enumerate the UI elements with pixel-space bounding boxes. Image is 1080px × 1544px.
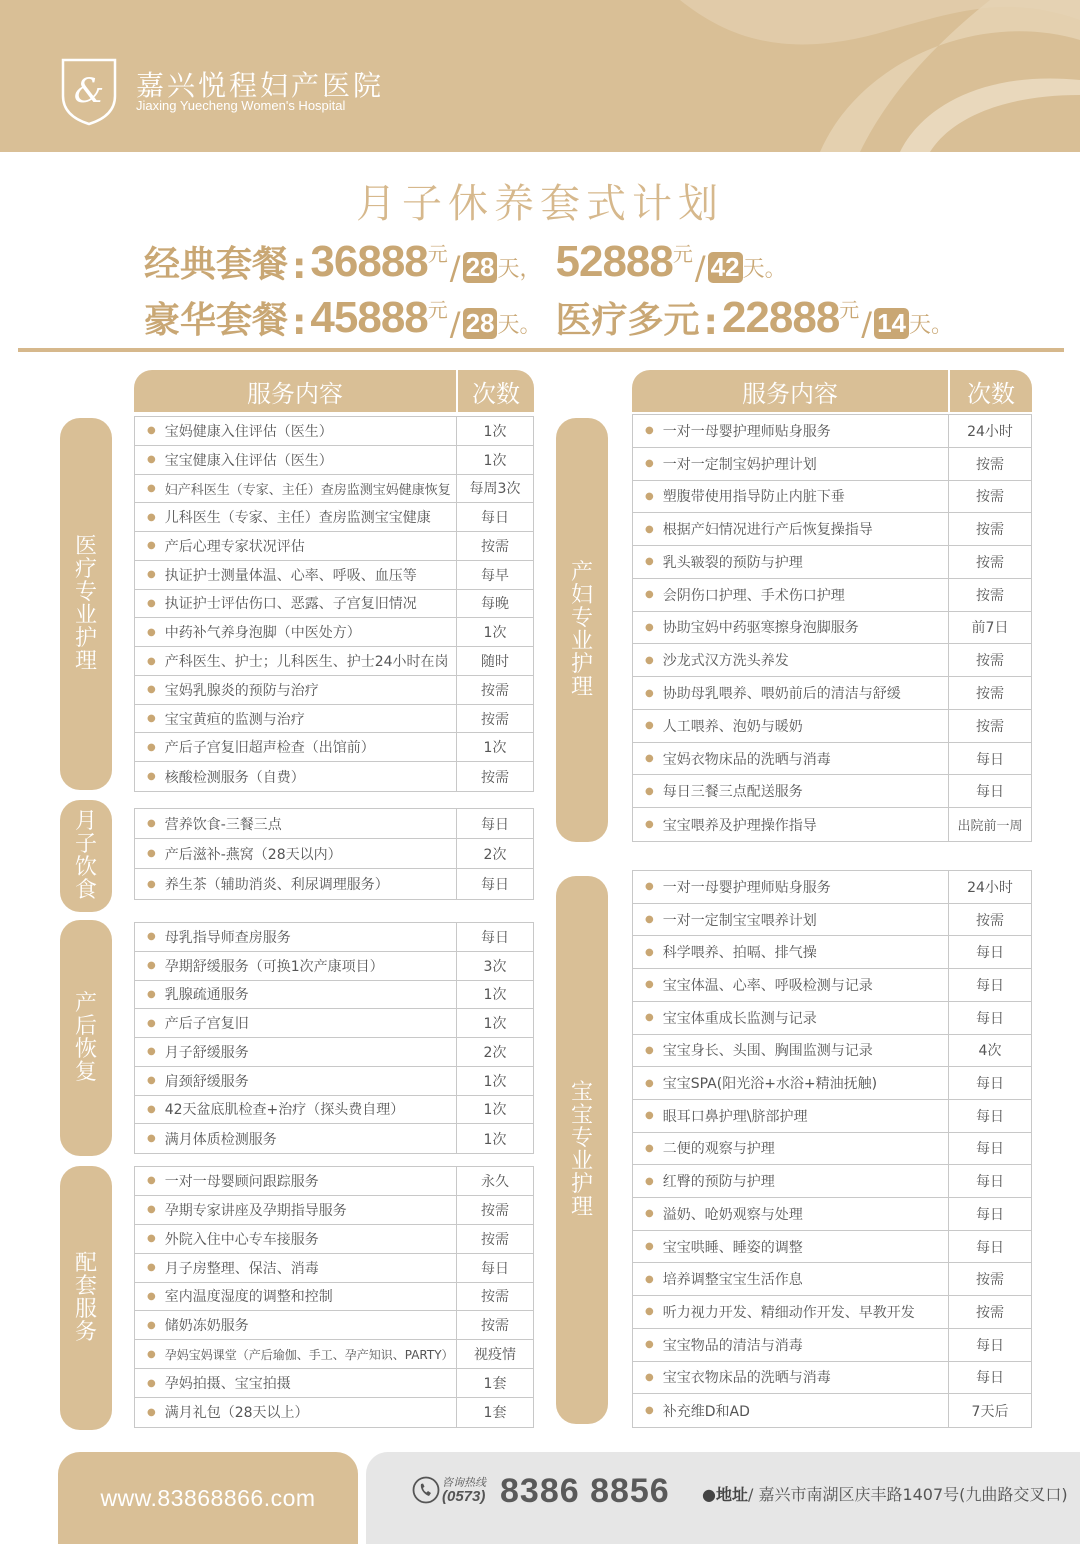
service-count: 按需 (481, 1289, 509, 1306)
table-row (633, 904, 1031, 937)
service-count: 24小时 (967, 879, 1013, 896)
service-count: 7天后 (971, 1403, 1009, 1420)
service-item: ● 孕期舒缓服务（可换1次产康项目） (135, 952, 457, 980)
service-count: 每日 (976, 945, 1004, 962)
service-item: ● 外院入住中心专车接服务 (135, 1225, 457, 1253)
service-count: 1次 (483, 1073, 507, 1090)
price-row-1: 经典套餐 : 36888 元 / 28 天 ， 52888 元 / 42 天 。 (144, 237, 787, 287)
header-count: 次数 (472, 379, 520, 408)
table-medical (134, 416, 534, 792)
service-item: ● 一对一母婴护理师贴身服务 (633, 871, 949, 903)
service-count: 按需 (481, 711, 509, 728)
service-count: 每早 (481, 567, 509, 584)
table-row (633, 513, 1031, 546)
table-row (135, 1038, 533, 1067)
service-item: ● 每日三餐三点配送服务 (633, 775, 949, 807)
service-item: ● 月子房整理、保洁、消毒 (135, 1254, 457, 1282)
category-tab-medical: 医疗专业护理 (60, 418, 112, 790)
package-price: 36888 (310, 237, 428, 286)
table-row (135, 446, 533, 475)
table-row (633, 1002, 1031, 1035)
table-row (135, 618, 533, 647)
service-count: 出院前一周 (957, 819, 1023, 835)
table-row (135, 590, 533, 619)
service-item: ● 宝宝喂养及护理操作指导 (633, 808, 949, 841)
service-count: 每日 (481, 510, 509, 527)
service-count: 按需 (976, 489, 1004, 506)
table-row (135, 1340, 533, 1369)
table-row (633, 415, 1031, 448)
service-item: ● 塑腹带使用指导防止内脏下垂 (633, 481, 949, 513)
table-row (135, 705, 533, 734)
service-count: 前7日 (971, 620, 1009, 637)
table-row (135, 762, 533, 791)
service-count: 每日 (976, 784, 1004, 801)
table-baby-care (632, 870, 1032, 1428)
table-row (633, 743, 1031, 776)
table-row (135, 561, 533, 590)
service-count: 每日 (976, 1206, 1004, 1223)
table-row (633, 677, 1031, 710)
section-divider (18, 348, 1064, 352)
service-item: ● 营养饮食-三餐三点 (135, 809, 457, 838)
table-row (135, 647, 533, 676)
service-count: 每日 (976, 1337, 1004, 1354)
service-count: 永久 (481, 1173, 509, 1190)
service-count: 每日 (976, 977, 1004, 994)
service-item: ● 执证护士测量体温、心率、呼吸、血压等 (135, 561, 457, 589)
service-count: 1次 (483, 987, 507, 1004)
package-days: 28 (463, 308, 498, 339)
table-support (134, 1166, 534, 1428)
category-tab-diet: 月子饮食 (60, 800, 112, 912)
service-item: ● 眼耳口鼻护理\脐部护理 (633, 1100, 949, 1132)
service-item: ● 月子舒缓服务 (135, 1038, 457, 1066)
category-tab-mother-care: 产妇专业护理 (556, 418, 608, 842)
service-item: ● 一对一母婴顾问跟踪服务 (135, 1167, 457, 1195)
table-row (135, 1009, 533, 1038)
service-count: 每日 (976, 751, 1004, 768)
service-item: ● 听力视力开发、精细动作开发、早教开发 (633, 1296, 949, 1328)
service-item: ● 孕妈宝妈课堂（产后瑜伽、手工、孕产知识、PARTY） (135, 1340, 457, 1368)
table-row (135, 869, 533, 899)
service-count: 1套 (483, 1405, 507, 1422)
service-item: ● 执证护士评估伤口、恶露、子宫复旧情况 (135, 590, 457, 618)
table-row (633, 612, 1031, 645)
service-item: ● 红臀的预防与护理 (633, 1165, 949, 1197)
service-count: 1次 (483, 1102, 507, 1119)
service-count: 按需 (481, 1231, 509, 1248)
service-item: ● 产后子宫复旧 (135, 1009, 457, 1037)
service-count: 每日 (976, 1010, 1004, 1027)
table-row (633, 1329, 1031, 1362)
service-count: 按需 (976, 587, 1004, 604)
service-count: 按需 (976, 1272, 1004, 1289)
table-row (135, 503, 533, 532)
table-row (135, 1067, 533, 1096)
table-row (135, 676, 533, 705)
phone-icon (412, 1476, 440, 1504)
service-item: ● 产科医生、护士；儿科医生、护士24小时在岗 (135, 647, 457, 675)
service-item: ● 宝宝哄睡、睡姿的调整 (633, 1231, 949, 1263)
plan-title: 月子休养套式计划 (356, 181, 724, 227)
service-count: 2次 (483, 1044, 507, 1061)
service-count: 24小时 (967, 423, 1013, 440)
service-item: ● 宝妈衣物床品的洗晒与消毒 (633, 743, 949, 775)
service-item: ● 母乳指导师查房服务 (135, 923, 457, 951)
service-item: ● 协助母乳喂养、喂奶前后的清洁与舒缓 (633, 677, 949, 709)
service-item: ● 产后心理专家状况评估 (135, 532, 457, 560)
service-item: ● 42天盆底肌检查+治疗（探头费自理） (135, 1096, 457, 1124)
table-row (633, 775, 1031, 808)
service-item: ● 科学喂养、拍嗝、排气操 (633, 936, 949, 968)
package-price: 52888 (555, 237, 673, 286)
service-count: 按需 (976, 456, 1004, 473)
service-item: ● 满月体质检测服务 (135, 1124, 457, 1153)
table-row (633, 1133, 1031, 1166)
service-item: ● 室内温度湿度的调整和控制 (135, 1283, 457, 1311)
service-count: 1次 (483, 740, 507, 757)
service-count: 随时 (481, 654, 509, 670)
service-item: ● 补充维D和AD (633, 1394, 949, 1427)
table-mother-care (632, 414, 1032, 842)
service-count: 每日 (976, 1239, 1004, 1256)
service-item: ● 二便的观察与护理 (633, 1133, 949, 1165)
table-row (633, 1394, 1031, 1427)
table-row (135, 981, 533, 1010)
service-item: ● 宝宝体重成长监测与记录 (633, 1002, 949, 1034)
svg-text:&: & (73, 71, 105, 111)
package-name: 豪华套餐 (144, 300, 289, 341)
service-item: ● 宝宝身长、头围、胸围监测与记录 (633, 1035, 949, 1067)
service-item: ● 宝妈乳腺炎的预防与治疗 (135, 676, 457, 704)
service-item: ● 一对一定制宝妈护理计划 (633, 448, 949, 480)
service-item: ● 人工喂养、泡奶与暖奶 (633, 710, 949, 742)
right-table-header (632, 370, 1032, 412)
table-row (633, 448, 1031, 481)
service-item: ● 会阴伤口护理、手术伤口护理 (633, 579, 949, 611)
table-row (633, 1263, 1031, 1296)
package-name: 医疗多元 (555, 300, 700, 341)
table-row (633, 710, 1031, 743)
table-row (135, 733, 533, 762)
website-link[interactable]: www.83868866.com (58, 1452, 358, 1544)
service-item: ● 一对一定制宝宝喂养计划 (633, 904, 949, 936)
table-row (633, 644, 1031, 677)
category-tab-recovery: 产后恢复 (60, 920, 112, 1156)
service-item: ● 养生茶（辅助消炎、利尿调理服务） (135, 869, 457, 899)
service-item: ● 一对一母婴护理师贴身服务 (633, 415, 949, 447)
service-item: ● 核酸检测服务（自费） (135, 762, 457, 791)
service-count: 按需 (481, 682, 509, 699)
service-item: ● 儿科医生（专家、主任）查房监测宝宝健康 (135, 503, 457, 531)
left-table-header (134, 370, 534, 412)
service-count: 1次 (483, 423, 507, 440)
hospital-name-en: Jiaxing Yuecheng Women's Hospital (136, 98, 346, 113)
service-count: 4次 (978, 1043, 1002, 1060)
price-row-2: 豪华套餐 : 45888 元 / 28 天 。 医疗多元 : 22888 元 / 14 天 。 (144, 293, 954, 343)
service-count: 按需 (976, 554, 1004, 571)
table-row (135, 1369, 533, 1398)
table-row (135, 1196, 533, 1225)
table-row (633, 936, 1031, 969)
table-row (135, 532, 533, 561)
hospital-name-cn: 嘉兴悦程妇产医院 (136, 69, 385, 102)
package-days: 42 (708, 252, 743, 283)
service-item: ● 培养调整宝宝生活作息 (633, 1263, 949, 1295)
table-row (633, 969, 1031, 1002)
service-count: 1次 (483, 1016, 507, 1033)
service-count: 按需 (976, 653, 1004, 670)
service-count: 每日 (976, 1370, 1004, 1387)
service-count: 每晚 (481, 596, 509, 613)
table-row (633, 1296, 1031, 1329)
package-days: 28 (463, 252, 498, 283)
service-item: ● 产后子宫复旧超声检查（出馆前） (135, 733, 457, 761)
service-count: 每日 (481, 816, 509, 833)
header-banner (0, 0, 1080, 152)
category-tab-baby-care: 宝宝专业护理 (556, 876, 608, 1424)
service-count: 2次 (483, 846, 507, 863)
table-row (135, 475, 533, 504)
table-row (633, 546, 1031, 579)
table-row (633, 1198, 1031, 1231)
service-item: ● 满月礼包（28天以上） (135, 1398, 457, 1427)
table-diet (134, 808, 534, 900)
table-row (633, 1231, 1031, 1264)
service-item: ● 溢奶、呛奶观察与处理 (633, 1198, 949, 1230)
service-count: 按需 (976, 686, 1004, 702)
service-item: ● 宝宝SPA(阳光浴+水浴+精油抚触) (633, 1067, 949, 1099)
header-content: 服务内容 (134, 370, 458, 412)
service-count: 按需 (976, 522, 1004, 539)
package-price: 45888 (310, 293, 428, 342)
service-item: ● 宝宝黄疸的监测与治疗 (135, 705, 457, 733)
table-row (633, 808, 1031, 841)
table-row (135, 1225, 533, 1254)
table-row (135, 1254, 533, 1283)
table-row (633, 1100, 1031, 1133)
hotline-label: 咨询热线 (442, 1476, 486, 1489)
table-row (135, 1398, 533, 1427)
table-row (633, 1165, 1031, 1198)
service-count: 每周3次 (469, 481, 521, 498)
service-item: ● 沙龙式汉方洗头养发 (633, 644, 949, 676)
service-count: 按需 (976, 718, 1004, 735)
table-row (633, 481, 1031, 514)
table-row (633, 1035, 1031, 1068)
header-count: 次数 (967, 379, 1015, 408)
hospital-logo-icon (60, 56, 118, 126)
service-item: ● 宝宝健康入住评估（医生） (135, 446, 457, 474)
service-item: ● 孕妈拍摄、宝宝拍摄 (135, 1369, 457, 1397)
service-count: 按需 (976, 1304, 1004, 1321)
table-row (135, 923, 533, 952)
service-count: 视疫情 (474, 1347, 516, 1364)
service-count: 按需 (481, 769, 509, 786)
service-count: 1套 (483, 1376, 507, 1393)
package-days: 14 (874, 308, 909, 339)
table-row (135, 1167, 533, 1196)
table-row (633, 1067, 1031, 1100)
service-count: 每日 (481, 877, 509, 893)
table-row (633, 871, 1031, 904)
service-count: 1次 (483, 625, 507, 642)
table-row (135, 1283, 533, 1312)
category-tab-support: 配套服务 (60, 1166, 112, 1430)
area-code: (0573) (442, 1488, 486, 1505)
service-item: ● 肩颈舒缓服务 (135, 1067, 457, 1095)
service-count: 1次 (483, 452, 507, 469)
service-count: 每日 (976, 1076, 1004, 1093)
table-row (135, 839, 533, 869)
table-row (633, 579, 1031, 612)
service-item: ● 乳头皲裂的预防与护理 (633, 546, 949, 578)
address: ●地址/ 嘉兴市南湖区庆丰路1407号(九曲路交叉口) (702, 1485, 1068, 1504)
decorative-swirl (560, 0, 1080, 152)
table-row (135, 1096, 533, 1125)
service-count: 每日 (976, 1174, 1004, 1191)
service-count: 每日 (481, 929, 509, 946)
contact-bar (366, 1452, 1080, 1544)
service-count: 每日 (481, 1260, 509, 1277)
service-count: 按需 (481, 1202, 509, 1219)
service-item: ● 中药补气养身泡脚（中医处方） (135, 618, 457, 646)
service-count: 按需 (481, 538, 509, 555)
service-count: 每日 (976, 1108, 1004, 1125)
package-price: 22888 (721, 293, 840, 342)
table-row (135, 1124, 533, 1153)
service-item: ● 协助宝妈中药驱寒擦身泡脚服务 (633, 612, 949, 644)
service-item: ● 乳腺疏通服务 (135, 981, 457, 1009)
table-row (135, 417, 533, 446)
service-item: ● 储奶冻奶服务 (135, 1311, 457, 1339)
phone-number[interactable]: 8386 8856 (500, 1472, 670, 1510)
service-count: 每日 (976, 1141, 1004, 1158)
table-row (633, 1362, 1031, 1395)
service-item: ● 根据产妇情况进行产后恢复操指导 (633, 513, 949, 545)
service-item: ● 宝宝衣物床品的洗晒与消毒 (633, 1362, 949, 1394)
header-content: 服务内容 (632, 370, 950, 412)
table-row (135, 952, 533, 981)
service-count: 3次 (483, 958, 507, 975)
service-item: ● 宝宝物品的清洁与消毒 (633, 1329, 949, 1361)
service-count: 1次 (483, 1131, 507, 1148)
service-item: ● 宝妈健康入住评估（医生） (135, 417, 457, 445)
service-item: ● 孕期专家讲座及孕期指导服务 (135, 1196, 457, 1224)
table-recovery (134, 922, 534, 1154)
table-row (135, 809, 533, 839)
table-row (135, 1311, 533, 1340)
service-count: 按需 (976, 912, 1004, 929)
service-item: ● 妇产科医生（专家、主任）查房监测宝妈健康恢复 (135, 475, 457, 503)
service-item: ● 宝宝体温、心率、呼吸检测与记录 (633, 969, 949, 1001)
service-item: ● 产后滋补-燕窝（28天以内） (135, 839, 457, 868)
package-name: 经典套餐 (144, 244, 289, 285)
service-count: 按需 (481, 1318, 509, 1335)
